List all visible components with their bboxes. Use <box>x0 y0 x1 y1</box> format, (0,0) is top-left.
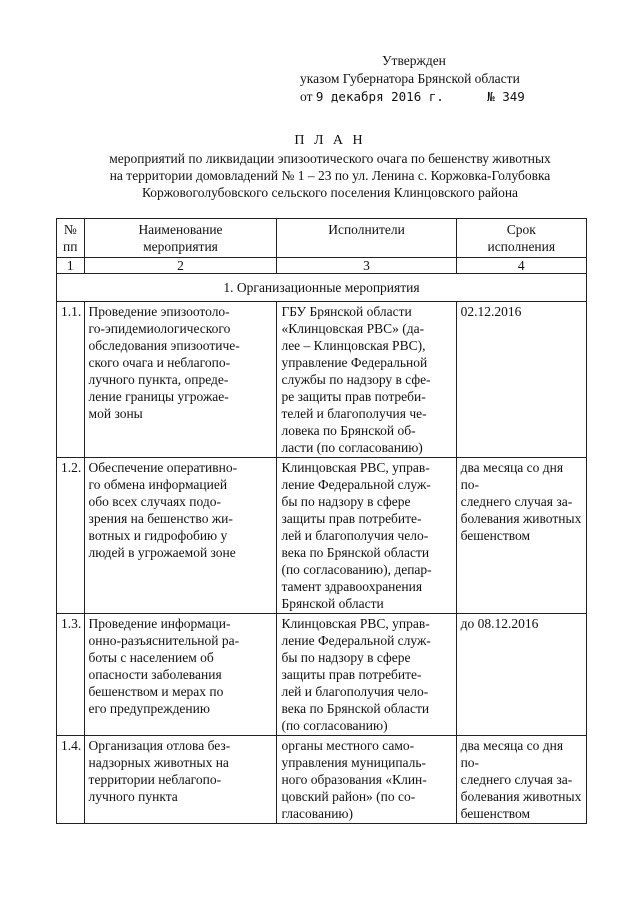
row-measure-name: Обеспечение оперативно- го обмена информацией обо всех случаях подо- зрения на бешенство жи- вотных и гидрофобию у людей в угрожаемой зоне <box>84 458 277 614</box>
column-index: 3 <box>277 258 456 274</box>
approval-authority: указом Губернатора Брянской области <box>300 71 520 86</box>
table-row <box>57 302 587 458</box>
plan-title: П Л А Н <box>294 133 366 148</box>
header-term: Срок исполнения <box>456 219 586 258</box>
row-measure-name: Проведение эпизоотоло- го-эпидемиологического обследования эпизоотиче- ского очага и неблагопо- лучного пункта, опреде- ление границы угрожае- мой зоны <box>84 302 277 458</box>
row-executors: Клинцовская РВС, управ- ление Федеральной служ- бы по надзору в сфере защиты прав потребите- лей и благополучия чело- века по Брянской области (по согласованию) <box>277 614 456 736</box>
section-title: 1. Организационные мероприятия <box>57 274 587 302</box>
plan-title-block <box>60 132 600 201</box>
table-row <box>57 614 587 736</box>
column-index: 4 <box>456 258 586 274</box>
header-executors: Исполнители <box>277 219 456 258</box>
plan-subtitle-line2: на территории домовладений № 1 – 23 по ул. Ленина с. Коржовка-Голубовка <box>109 168 551 183</box>
row-measure-name: Организация отлова без- надзорных животных на территории неблагопо- лучного пункта <box>84 736 277 824</box>
column-index: 1 <box>57 258 85 274</box>
approval-stamp <box>300 52 600 106</box>
table-header-row <box>57 219 587 258</box>
row-term: до 08.12.2016 <box>456 614 586 736</box>
row-executors: Клинцовская РВС, управ- ление Федеральной служ- бы по надзору в сфере защиты прав потребите- лей и благополучия чело- века по Брянской области (по согласованию), депар- тамент здравоохранения Брянской области <box>277 458 456 614</box>
header-name: Наименование мероприятия <box>84 219 277 258</box>
table-row <box>57 736 587 824</box>
plan-subtitle-line1: мероприятий по ликвидации эпизоотического очага по бешенству животных <box>109 151 551 166</box>
approval-date: 9 декабря 2016 г. <box>315 89 444 104</box>
approval-date-line <box>300 88 600 106</box>
approval-number: № 349 <box>487 89 525 104</box>
row-term: два месяца со дня по- следнего случая за- болевания животных бешенством <box>456 736 586 824</box>
approval-from-label: от <box>300 89 313 104</box>
table-row <box>57 458 587 614</box>
plan-subtitle-line3: Коржовоголубовского сельского поселения Клинцовского района <box>141 185 519 200</box>
row-term: два месяца со дня по- следнего случая за- болевания животных бешенством <box>456 458 586 614</box>
row-term: 02.12.2016 <box>456 302 586 458</box>
row-executors: ГБУ Брянской области «Клинцовская РВС» (да- лее – Клинцовская РВС), управление Федеральной службы по надзору в сфе- ре защиты прав потреби- телей и благополучия че- ловека по Брянской об- ласти (по согласованию) <box>277 302 456 458</box>
column-index-row <box>57 258 587 274</box>
approval-heading: Утвержден <box>382 53 446 68</box>
row-number: 1.4. <box>57 736 85 824</box>
row-number: 1.3. <box>57 614 85 736</box>
header-num: № пп <box>57 219 85 258</box>
row-executors: органы местного само- управления муниципаль- ного образования «Клин- цовский район» (по со- гласованию) <box>277 736 456 824</box>
row-number: 1.2. <box>57 458 85 614</box>
row-measure-name: Проведение информаци- онно-разъяснительной ра- боты с населением об опасности заболевания бешенством и мерах по его предупреждению <box>84 614 277 736</box>
column-index: 2 <box>84 258 277 274</box>
row-number: 1.1. <box>57 302 85 458</box>
section-row <box>57 274 587 302</box>
measures-table <box>56 218 587 824</box>
